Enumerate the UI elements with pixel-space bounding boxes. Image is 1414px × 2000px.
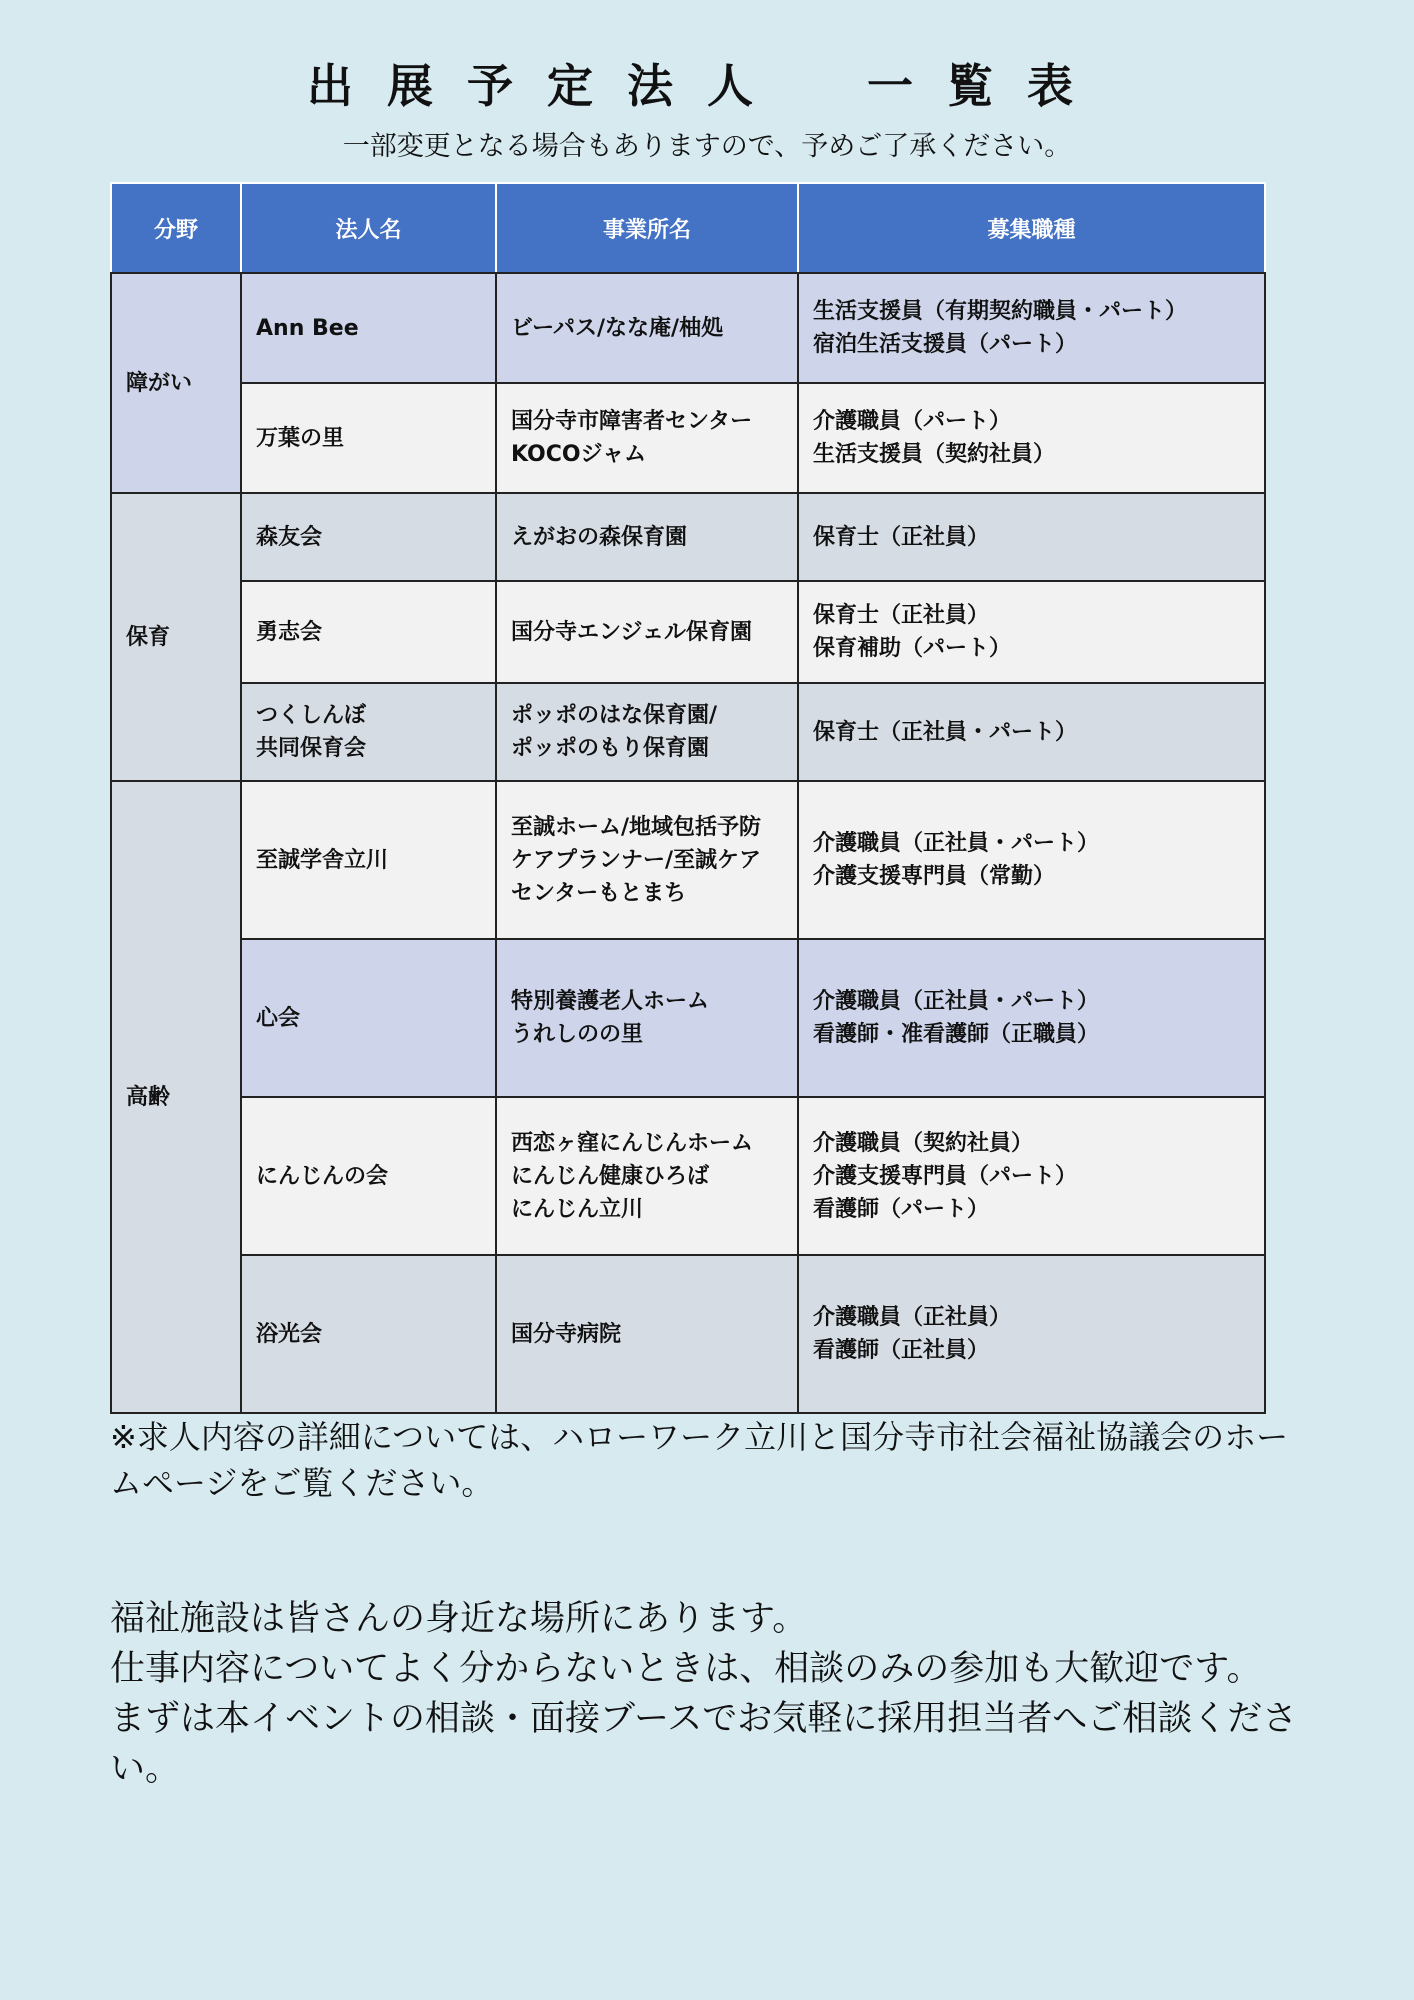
job-line: 看護師（パート） — [813, 1196, 990, 1222]
office-line: 国分寺エンジェル保育園 — [511, 619, 753, 645]
table-row — [111, 1255, 1265, 1413]
header-jobs: 募集職種 — [798, 183, 1265, 273]
job-line: 宿泊生活支援員（パート） — [813, 332, 1078, 357]
corporation-table — [110, 182, 1266, 1414]
field-cell: 障がい — [111, 273, 241, 493]
office-cell — [496, 273, 798, 383]
header-office: 事業所名 — [496, 183, 798, 273]
job-line: 生活支援員（有期契約職員・パート） — [813, 299, 1188, 324]
job-line: 保育士（正社員） — [813, 603, 990, 628]
office-line: センターもとまち — [511, 880, 687, 906]
job-line: 看護師・准看護師（正職員） — [813, 1022, 1100, 1047]
job-line: 介護職員（正社員） — [813, 1305, 1012, 1330]
office-cell — [496, 1255, 798, 1413]
office-cell — [496, 939, 798, 1097]
closing-message — [110, 1594, 1340, 1794]
office-line: KOCOジャム — [511, 442, 647, 467]
job-line: 介護支援専門員（常勤） — [813, 864, 1056, 889]
office-line: 国分寺病院 — [511, 1321, 622, 1347]
job-line: 保育士（正社員・パート） — [813, 719, 1078, 745]
office-line: うれしのの里 — [511, 1022, 644, 1047]
office-cell — [496, 383, 798, 493]
table-row — [111, 273, 1265, 383]
table-row — [111, 939, 1265, 1097]
jobs-cell — [798, 383, 1265, 493]
table-row — [111, 1097, 1265, 1255]
job-line: 介護職員（契約社員） — [813, 1130, 1034, 1156]
office-line: 国分寺市障害者センター — [511, 409, 753, 434]
note-text: ※求人内容の詳細については、ハローワーク立川と国分寺市社会福祉協議会のホームページをご覧ください。 — [110, 1418, 1289, 1502]
field-cell: 保育 — [111, 493, 241, 781]
jobs-cell — [798, 1255, 1265, 1413]
table-row — [111, 683, 1265, 781]
office-line: ビーパス/なな庵/柚処 — [511, 315, 724, 341]
office-cell — [496, 581, 798, 683]
jobs-cell — [798, 273, 1265, 383]
job-line: 看護師（正社員） — [813, 1338, 990, 1363]
corporation-cell: 森友会 — [241, 493, 496, 581]
job-line: 介護職員（正社員・パート） — [813, 831, 1100, 856]
jobs-cell — [798, 939, 1265, 1097]
office-cell — [496, 1097, 798, 1255]
job-line: 介護支援専門員（パート） — [813, 1163, 1078, 1189]
corporation-cell: 浴光会 — [241, 1255, 496, 1413]
corporation-cell: 至誠学舎立川 — [241, 781, 496, 939]
office-line: ポッポのもり保育園 — [511, 736, 710, 761]
office-line: ケアプランナー/至誠ケア — [511, 847, 762, 873]
table-row — [111, 781, 1265, 939]
jobs-cell — [798, 1097, 1265, 1255]
corporation-cell: 勇志会 — [241, 581, 496, 683]
page-title: 出展予定法人 一覧表 — [307, 59, 1107, 113]
job-line: 介護職員（正社員・パート） — [813, 989, 1100, 1014]
header-field: 分野 — [111, 183, 241, 273]
corporation-cell: 万葉の里 — [241, 383, 496, 493]
job-line: 生活支援員（契約社員） — [813, 442, 1056, 467]
corporation-cell: つくしんぼ 共同保育会 — [241, 683, 496, 781]
field-cell: 高齢 — [111, 781, 241, 1413]
office-line: えがおの森保育園 — [511, 524, 688, 550]
office-line: 至誠ホーム/地域包括予防 — [511, 814, 762, 840]
job-line: 介護職員（パート） — [813, 409, 1012, 434]
jobs-cell — [798, 683, 1265, 781]
jobs-cell — [798, 493, 1265, 581]
office-cell — [496, 493, 798, 581]
office-line: にんじん健康ひろば — [511, 1163, 710, 1189]
page-subtitle: 一部変更となる場合もありますので、予めご了承ください。 — [342, 131, 1072, 162]
office-line: にんじん立川 — [511, 1196, 644, 1222]
table-row — [111, 493, 1265, 581]
message-text: 福祉施設は皆さんの身近な場所にあります。 仕事内容についてよく分からないときは、相談のみの参加も大歓迎です。 まずは本イベントの相談・面接ブースでお気軽に採用担当者へご相談ください。 — [110, 1599, 1298, 1789]
jobs-cell — [798, 581, 1265, 683]
office-line: ポッポのはな保育園/ — [511, 703, 718, 728]
table-row — [111, 581, 1265, 683]
table-header-row — [111, 183, 1265, 273]
table-row — [111, 383, 1265, 493]
header-corporation: 法人名 — [241, 183, 496, 273]
jobs-cell — [798, 781, 1265, 939]
office-cell — [496, 781, 798, 939]
corporation-cell: Ann Bee — [241, 273, 496, 383]
corporation-cell: 心会 — [241, 939, 496, 1097]
office-cell — [496, 683, 798, 781]
office-line: 西恋ヶ窪にんじんホーム — [511, 1130, 754, 1156]
job-line: 保育士（正社員） — [813, 524, 990, 550]
corporation-cell: にんじんの会 — [241, 1097, 496, 1255]
office-line: 特別養護老人ホーム — [511, 989, 710, 1014]
job-line: 保育補助（パート） — [813, 636, 1012, 661]
